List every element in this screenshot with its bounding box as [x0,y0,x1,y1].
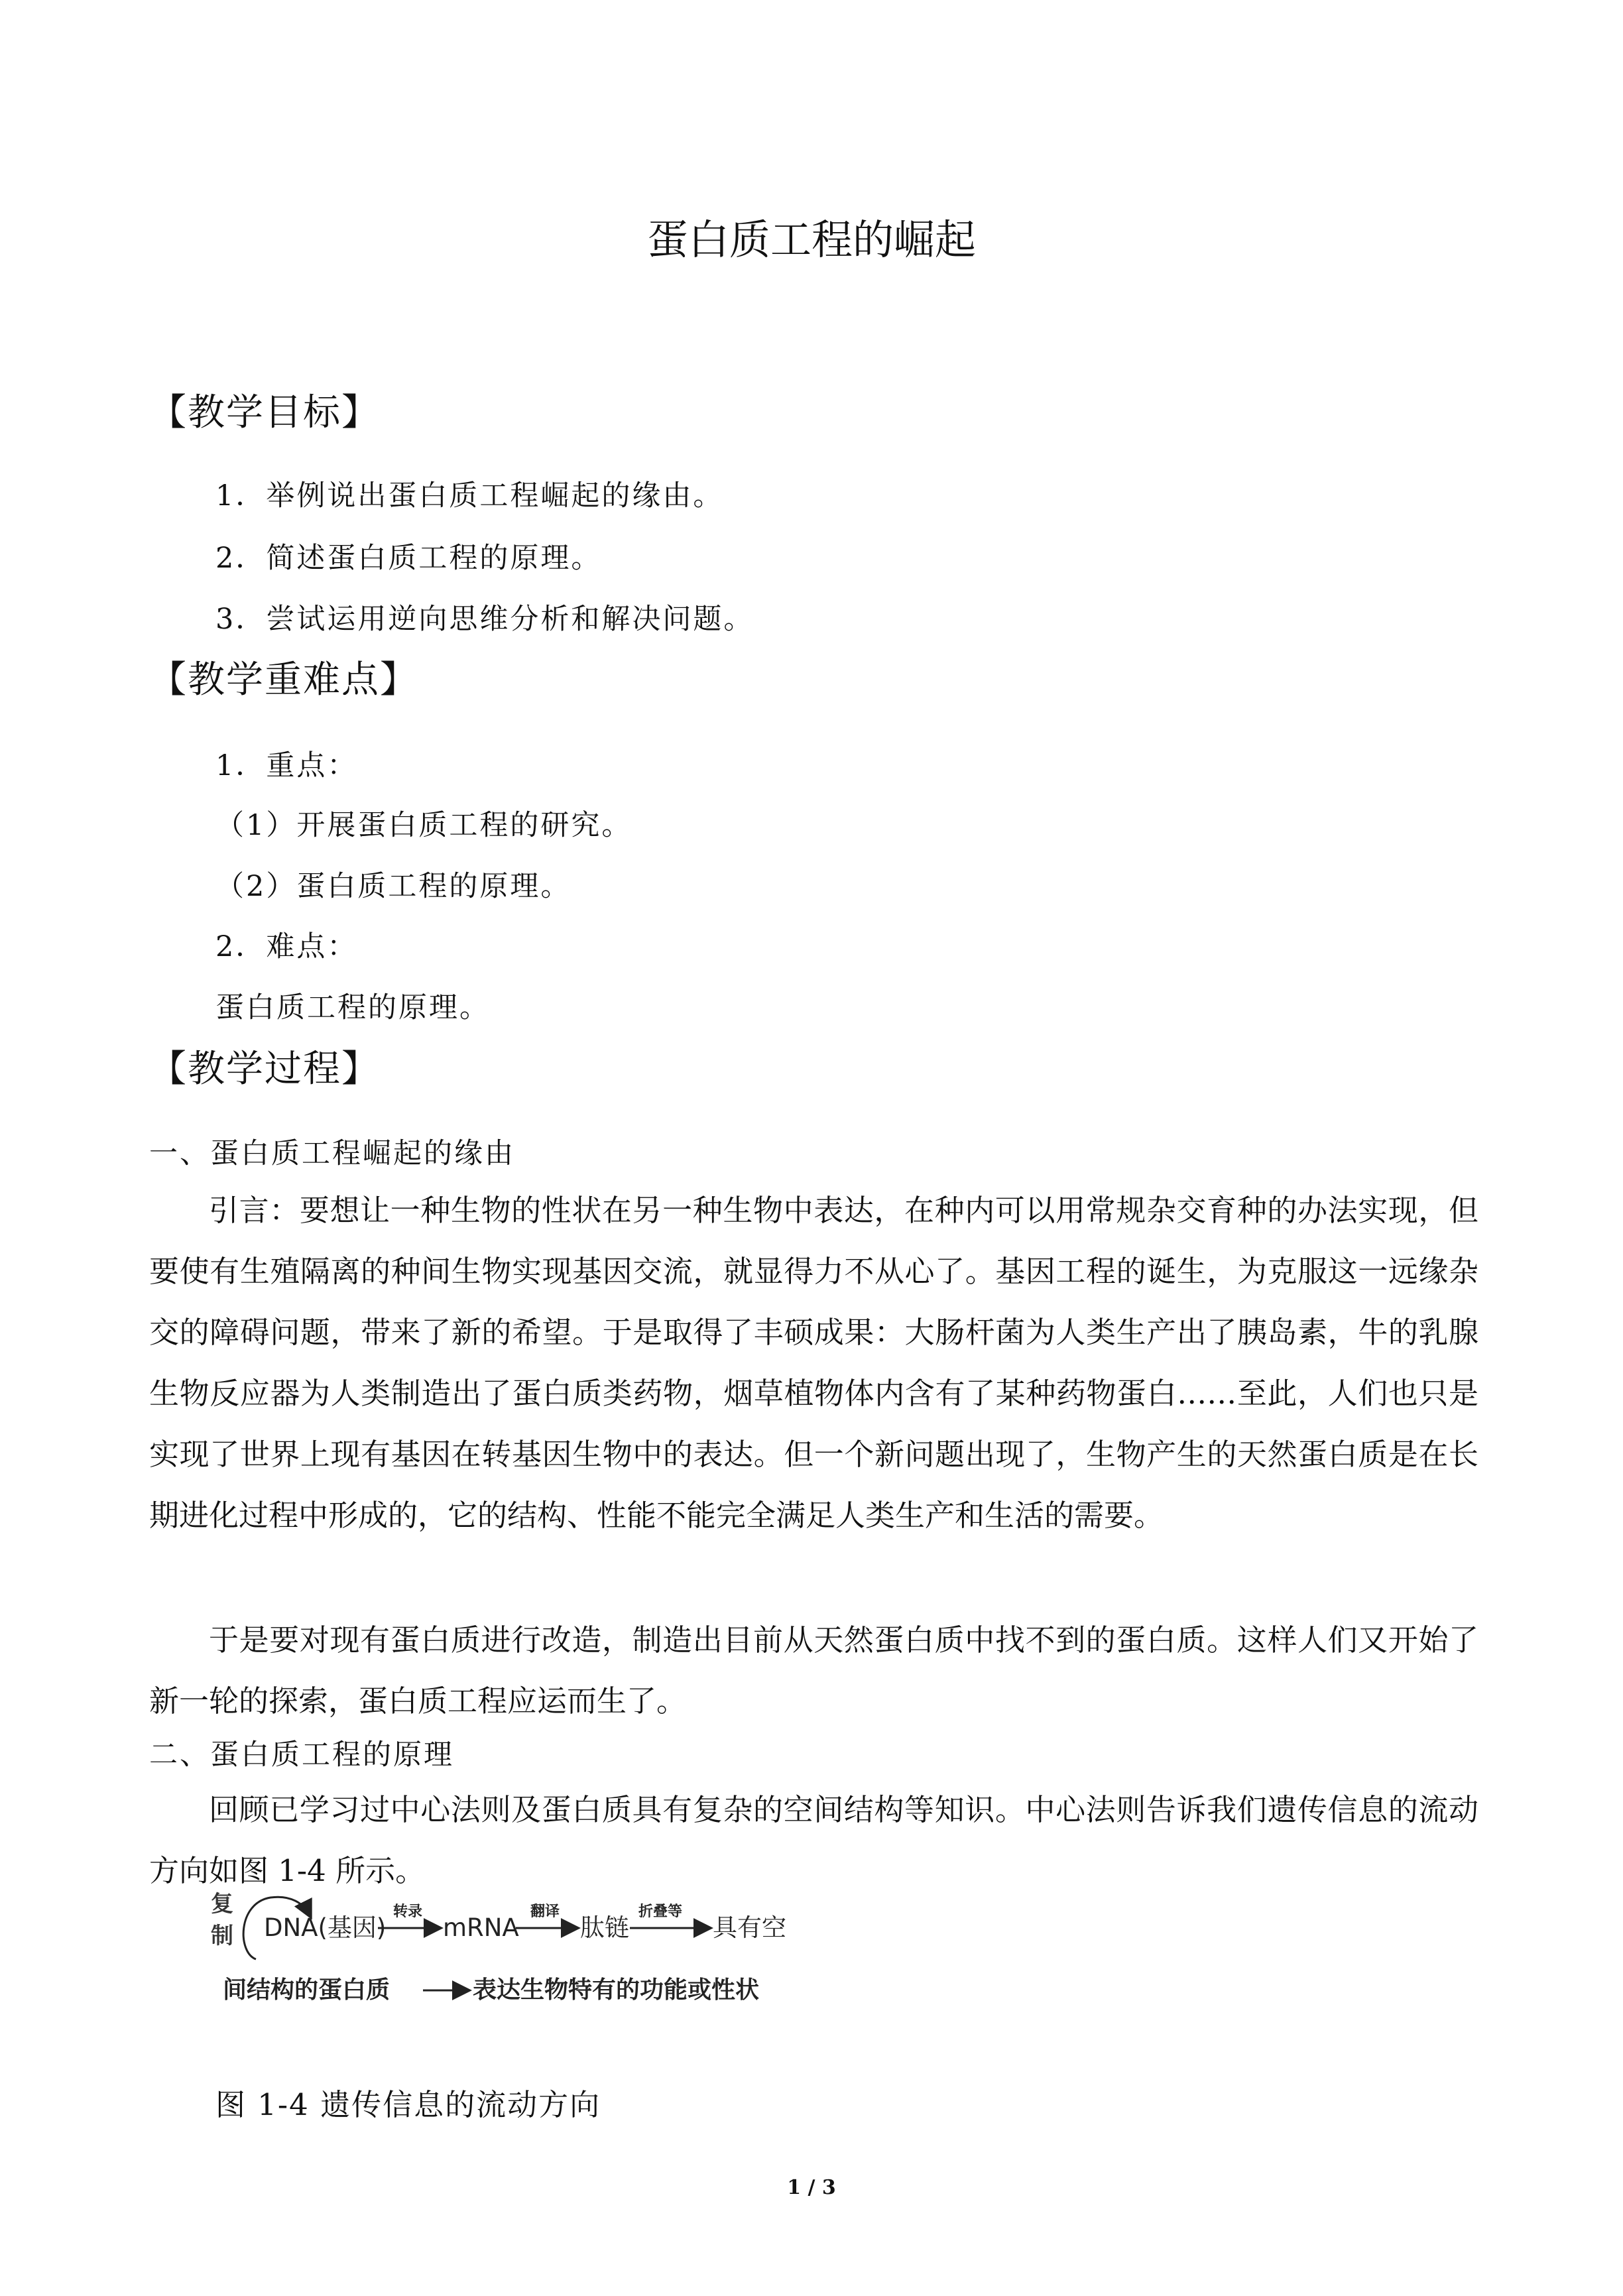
figure-node-product-a: 具有空 [713,1913,786,1942]
figure-node-dna: DNA(基因) [264,1913,387,1942]
figure-label-folding: 折叠等 [638,1903,683,1920]
section-heading-key-points: 【教学重难点】 [149,658,418,701]
figure-node-peptide: 肽链 [580,1913,629,1942]
figure-node-final: 表达生物特有的功能或性状 [473,1976,760,2004]
objective-item: 2．简述蛋白质工程的原理。 [215,542,602,575]
paragraph-principle: 回顾已学习过中心法则及蛋白质具有复杂的空间结构等知识。中心法则告诉我们遗传信息的流动方向如图 1-4 所示。 [149,1792,1478,1888]
document-title: 蛋白质工程的崛起 [646,215,976,264]
page-number: 1 / 3 [787,2176,836,2199]
key-point-item: （1）开展蛋白质工程的研究。 [215,809,632,842]
figure-label-translation: 翻译 [530,1903,560,1920]
section-heading-objectives: 【教学目标】 [149,391,380,434]
key-point-item: 2．难点： [215,930,358,963]
section-heading-process: 【教学过程】 [149,1048,380,1091]
objective-item: 3．尝试运用逆向思维分析和解决问题。 [215,603,754,636]
figure-node-product-b: 间结构的蛋白质 [223,1976,391,2004]
figure-label-transcription: 转录 [393,1903,423,1920]
central-dogma-figure [211,1890,798,2009]
figure-label-replicate-top: 复 [211,1891,233,1917]
figure-caption: 图 1-4 遗传信息的流动方向 [215,2087,601,2122]
figure-node-mrna: mRNA [443,1913,519,1942]
key-point-item: 蛋白质工程的原理。 [215,991,490,1024]
paragraph-intro: 引言：要想让一种生物的性状在另一种生物中表达，在种内可以用常规杂交育种的办法实现，但要使有生殖隔离的种间生物实现基因交流，就显得力不从心了。基因工程的诞生，为克服这一远缘杂交的障碍问题，带来了新的希望。于是取得了丰硕成果：大肠杆菌为人类生产出了胰岛素，牛的乳腺生物反应器为人类制造出了蛋白质类药物，烟草植物体内含有了某种药物蛋白……至此，人们也只是实现了世界上现有基因在转基因生物中的表达。但一个新问题出现了，生物产生的天然蛋白质是在长期进化过程中形成的，它的结构、性能不能完全满足人类生产和生活的需要。 [149,1193,1478,1533]
key-point-item: （2）蛋白质工程的原理。 [215,870,571,903]
subsection-heading: 一、蛋白质工程崛起的缘由 [149,1137,515,1170]
subsection-heading: 二、蛋白质工程的原理 [149,1738,454,1772]
paragraph-transition: 于是要对现有蛋白质进行改造，制造出目前从天然蛋白质中找不到的蛋白质。这样人们又开始了新一轮的探索，蛋白质工程应运而生了。 [149,1622,1478,1719]
objective-item: 1．举例说出蛋白质工程崛起的缘由。 [215,479,724,513]
key-point-item: 1．重点： [215,749,358,782]
figure-label-replicate-bottom: 制 [211,1923,233,1949]
